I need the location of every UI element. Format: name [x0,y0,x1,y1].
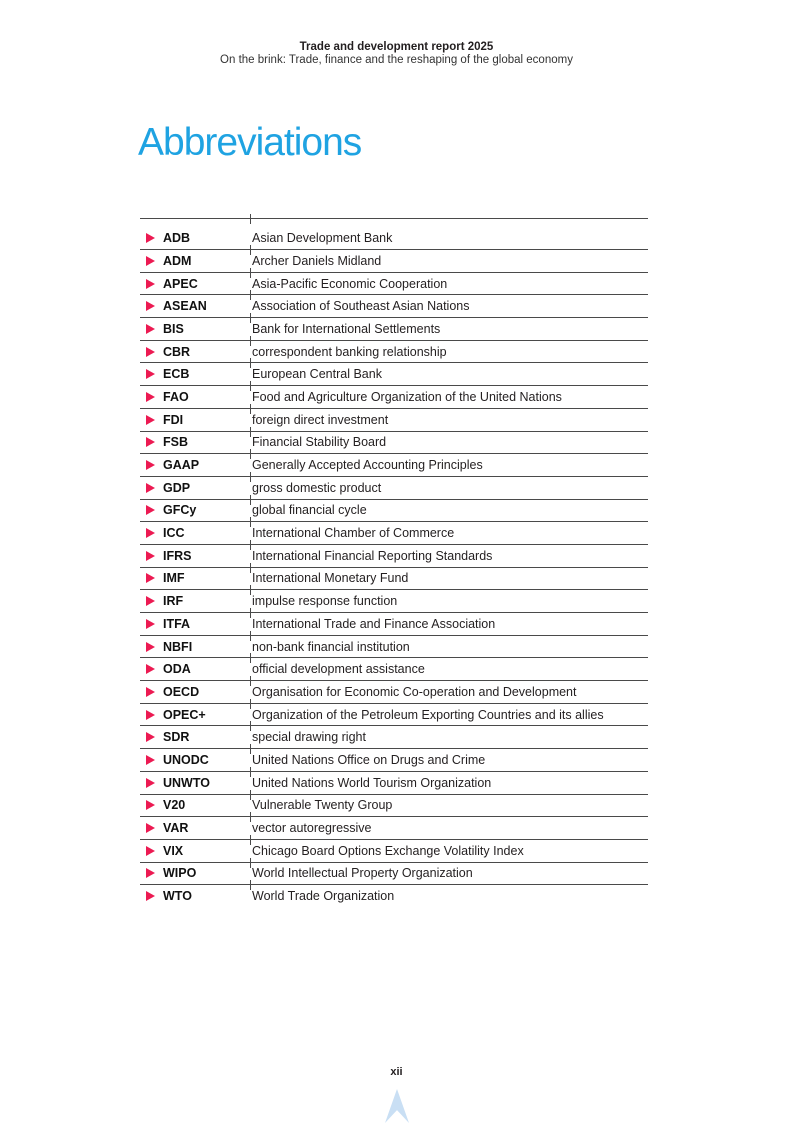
abbreviation-row [140,839,648,862]
abbreviation-definition: special drawing right [252,730,366,745]
abbreviation-term: UNODC [163,752,209,767]
triangle-right-icon [146,823,155,833]
abbreviation-definition: Archer Daniels Midland [252,253,382,268]
abbreviation-term: IFRS [163,548,192,563]
triangle-right-icon [146,891,155,901]
abbreviation-term: VIX [163,843,184,858]
triangle-right-icon [146,505,155,515]
triangle-right-icon [146,528,155,538]
abbreviation-row [140,589,648,612]
triangle-right-icon [146,369,155,379]
abbreviation-definition: official development assistance [252,662,425,677]
abbreviation-row [140,771,648,794]
abbreviation-row [140,725,648,748]
abbreviation-term: ECB [163,367,190,382]
report-subtitle: On the brink: Trade, finance and the reshaping of the global economy [220,54,573,66]
triangle-right-icon [146,324,155,334]
abbreviation-definition: World Trade Organization [252,889,395,904]
triangle-right-icon [146,483,155,493]
abbreviation-definition: non-bank financial institution [252,639,410,654]
abbreviation-definition: United Nations Office on Drugs and Crime [252,752,486,767]
abbreviation-row [140,362,648,385]
abbreviation-term: SDR [163,730,190,745]
abbreviation-term: IMF [163,571,185,586]
abbreviation-term: OECD [163,684,200,699]
triangle-right-icon [146,800,155,810]
abbreviation-row [140,862,648,885]
abbreviation-term: GAAP [163,458,200,473]
triangle-right-icon [146,596,155,606]
abbreviation-term: OPEC+ [163,707,206,722]
abbreviation-term: GDP [163,480,191,495]
abbreviation-definition: World Intellectual Property Organization [252,866,473,881]
abbreviation-definition: Bank for International Settlements [252,321,441,336]
abbreviation-term: VAR [163,821,189,836]
report-title: Trade and development report 2025 [299,41,494,53]
triangle-right-icon [146,778,155,788]
abbreviation-term: ITFA [163,616,191,631]
abbreviation-row [140,680,648,703]
triangle-right-icon [146,732,155,742]
triangle-right-icon [146,437,155,447]
abbreviation-definition: International Financial Reporting Standards [252,548,493,563]
abbreviation-term: GFCy [163,503,197,518]
abbreviation-term: ICC [163,526,185,541]
abbreviation-term: APEC [163,276,198,291]
triangle-right-icon [146,415,155,425]
abbreviation-definition: Food and Agriculture Organization of the United Nations [252,389,562,404]
chevron-up-icon [385,1089,409,1123]
abbreviation-term: IRF [163,594,184,609]
abbreviation-definition: Organization of the Petroleum Exporting Countries and its allies [252,707,604,722]
abbreviation-term: NBFI [163,639,193,654]
abbreviation-row [140,816,648,839]
abbreviation-row [140,884,648,907]
page-number: xii [390,1066,403,1078]
abbreviation-definition: Asia-Pacific Economic Cooperation [252,276,448,291]
abbreviation-term: UNWTO [163,775,210,790]
abbreviation-row [140,703,648,726]
abbreviation-definition: Asian Development Bank [252,230,393,245]
abbreviation-row [140,385,648,408]
abbreviation-definition: Financial Stability Board [252,435,387,450]
triangle-right-icon [146,551,155,561]
abbreviation-row [140,521,648,544]
page-header [0,41,793,67]
abbreviation-definition: correspondent banking relationship [252,344,447,359]
abbreviation-term: FDI [163,412,184,427]
abbreviation-definition: Organisation for Economic Co-operation and Development [252,684,577,699]
abbreviation-row [140,794,648,817]
triangle-right-icon [146,664,155,674]
triangle-right-icon [146,642,155,652]
triangle-right-icon [146,868,155,878]
triangle-right-icon [146,392,155,402]
abbreviation-row [140,408,648,431]
abbreviation-row [140,294,648,317]
abbreviation-definition: European Central Bank [252,367,382,382]
abbreviation-row [140,657,648,680]
abbreviation-term: V20 [163,798,186,813]
abbreviation-row [140,748,648,771]
abbreviation-row [140,635,648,658]
abbreviation-definition: International Trade and Finance Association [252,616,496,631]
triangle-right-icon [146,233,155,243]
triangle-right-icon [146,301,155,311]
abbreviation-definition: United Nations World Tourism Organization [252,775,492,790]
abbreviation-definition: gross domestic product [252,480,382,495]
abbreviation-definition: Vulnerable Twenty Group [252,798,393,813]
abbreviation-term: FAO [163,389,189,404]
abbreviation-row [140,218,648,249]
abbreviation-definition: impulse response function [252,594,398,609]
abbreviation-definition: Generally Accepted Accounting Principles [252,458,483,473]
abbreviation-definition: vector autoregressive [252,821,372,836]
abbreviation-term: ODA [163,662,191,677]
triangle-right-icon [146,573,155,583]
abbreviation-row [140,499,648,522]
abbreviation-definition: International Monetary Fund [252,571,409,586]
abbreviation-term: ADM [163,253,192,268]
triangle-right-icon [146,619,155,629]
page-title: Abbreviations [138,121,362,164]
triangle-right-icon [146,755,155,765]
abbreviation-definition: foreign direct investment [252,412,389,427]
triangle-right-icon [146,460,155,470]
abbreviation-row [140,431,648,454]
abbreviation-term: CBR [163,344,191,359]
abbreviation-term: WTO [163,889,192,904]
abbreviations-table [140,218,648,907]
abbreviation-row [140,249,648,272]
abbreviation-row [140,317,648,340]
triangle-right-icon [146,710,155,720]
abbreviation-term: FSB [163,435,188,450]
abbreviation-definition: International Chamber of Commerce [252,526,455,541]
abbreviation-row [140,476,648,499]
abbreviation-row [140,272,648,295]
abbreviation-term: BIS [163,321,184,336]
abbreviation-row [140,567,648,590]
abbreviation-term: WIPO [163,866,197,881]
abbreviation-definition: global financial cycle [252,503,367,518]
triangle-right-icon [146,687,155,697]
triangle-right-icon [146,256,155,266]
abbreviation-definition: Chicago Board Options Exchange Volatility Index [252,843,524,858]
triangle-right-icon [146,846,155,856]
abbreviation-row [140,453,648,476]
abbreviation-row [140,544,648,567]
triangle-right-icon [146,347,155,357]
abbreviation-term: ADB [163,230,191,245]
abbreviation-definition: Association of Southeast Asian Nations [252,299,470,314]
abbreviation-row [140,340,648,363]
triangle-right-icon [146,279,155,289]
abbreviation-term: ASEAN [163,299,207,314]
abbreviation-row [140,612,648,635]
